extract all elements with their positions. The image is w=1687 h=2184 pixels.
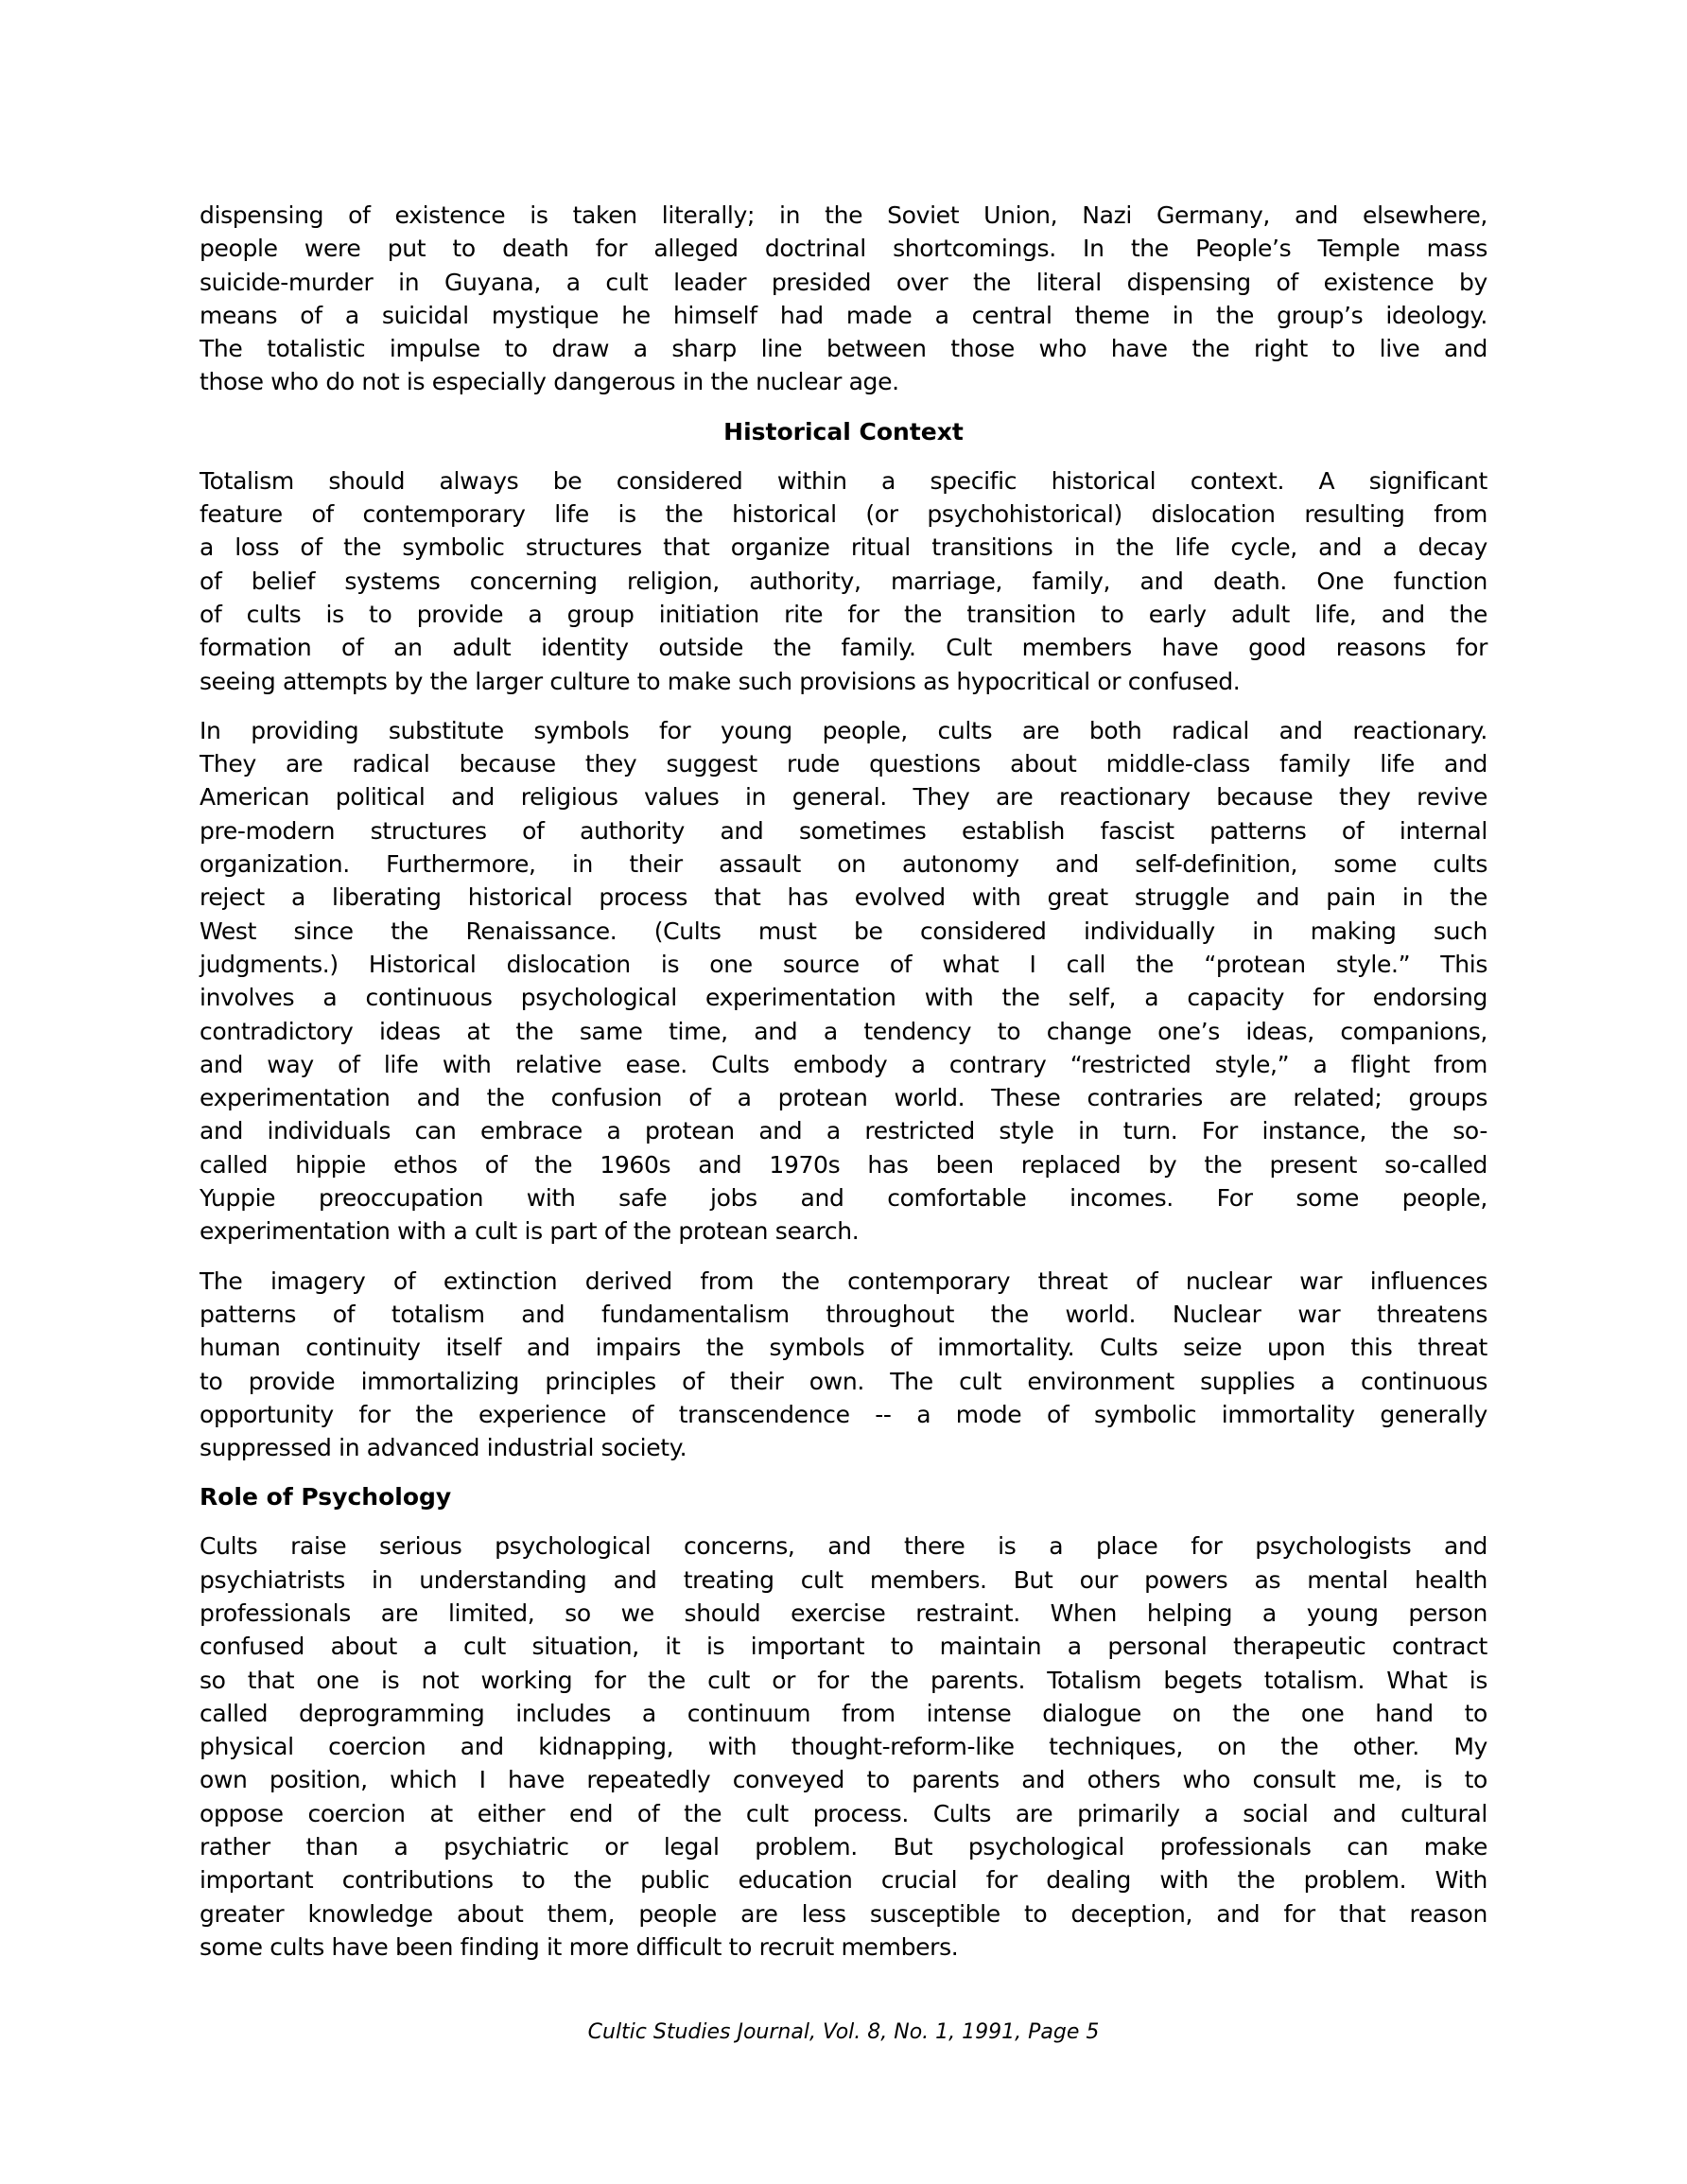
text-line: own position, which I have repeatedly conveyed to parents and others who consult me, is to — [200, 1766, 1487, 1794]
text-line: feature of contemporary life is the historical (or psychohistorical) dislocation resulting from — [200, 500, 1487, 529]
text-line: a loss of the symbolic structures that organize ritual transitions in the life cycle, and a decay — [200, 533, 1487, 562]
text-line: and individuals can embrace a protean and a restricted style in turn. For instance, the so- — [200, 1117, 1487, 1145]
text-line: involves a continuous psychological experimentation with the self, a capacity for endorsing — [200, 984, 1487, 1012]
text-line: contradictory ideas at the same time, and a tendency to change one’s ideas, companions, — [200, 1017, 1487, 1045]
text-line: people were put to death for alleged doctrinal shortcomings. In the People’s Temple mass — [200, 235, 1487, 263]
text-line: West since the Renaissance. (Cults must be considered individually in making such — [200, 917, 1487, 945]
text-line: professionals are limited, so we should exercise restraint. When helping a young person — [200, 1599, 1487, 1627]
text-line: They are radical because they suggest rude questions about middle-class family life and — [200, 750, 1487, 778]
text-line: suppressed in advanced industrial society. — [200, 1434, 687, 1462]
text-line: confused about a cult situation, it is important to maintain a personal therapeutic contract — [200, 1633, 1487, 1661]
text-line: oppose coercion at either end of the cult process. Cults are primarily a social and cultural — [200, 1799, 1487, 1827]
paragraph-historical-2 — [200, 714, 1487, 1249]
text-line: greater knowledge about them, people are less susceptible to deception, and for that reason — [200, 1899, 1487, 1928]
text-line: Cults raise serious psychological concerns, and there is a place for psychologists and — [200, 1532, 1487, 1561]
text-line: formation of an adult identity outside the family. Cult members have good reasons for — [200, 634, 1487, 662]
text-line: of cults is to provide a group initiation rite for the transition to early adult life, and the — [200, 600, 1487, 628]
paragraph-psychology-1 — [200, 1529, 1487, 1964]
text-line: some cults have been finding it more difficult to recruit members. — [200, 1932, 959, 1961]
paragraph-historical-3 — [200, 1265, 1487, 1465]
text-line: called hippie ethos of the 1960s and 1970s has been replaced by the present so-called — [200, 1150, 1487, 1179]
text-line: seeing attempts by the larger culture to make such provisions as hypocritical or confused. — [200, 667, 1241, 695]
text-line: experimentation with a cult is part of the protean search. — [200, 1217, 860, 1246]
text-line: physical coercion and kidnapping, with thought-reform-like techniques, on the other. My — [200, 1733, 1487, 1761]
text-line: American political and religious values in general. They are reactionary because they revive — [200, 783, 1487, 812]
text-line: of belief systems concerning religion, authority, marriage, family, and death. One function — [200, 567, 1487, 595]
text-line: important contributions to the public education crucial for dealing with the problem. With — [200, 1866, 1487, 1895]
text-line: dispensing of existence is taken literally; in the Soviet Union, Nazi Germany, and elsewhere, — [200, 201, 1487, 229]
text-line: organization. Furthermore, in their assault on autonomy and self-definition, some cults — [200, 850, 1487, 879]
text-line: The totalistic impulse to draw a sharp line between those who have the right to live and — [200, 335, 1487, 363]
text-line: reject a liberating historical process that has evolved with great struggle and pain in the — [200, 883, 1487, 912]
text-line: and way of life with relative ease. Cults embody a contrary “restricted style,” a flight from — [200, 1050, 1487, 1078]
text-line: pre-modern structures of authority and sometimes establish fascist patterns of internal — [200, 816, 1487, 845]
page-footer-citation: Cultic Studies Journal, Vol. 8, No. 1, 1991, Page 5 — [587, 2020, 1100, 2044]
text-line: those who do not is especially dangerous in the nuclear age. — [200, 368, 899, 396]
text-line: opportunity for the experience of transcendence -- a mode of symbolic immortality generally — [200, 1400, 1487, 1428]
text-line: to provide immortalizing principles of their own. The cult environment supplies a continuous — [200, 1367, 1487, 1395]
text-line: Totalism should always be considered within a specific historical context. A significant — [200, 466, 1487, 495]
text-line: judgments.) Historical dislocation is one source of what I call the “protean style.” This — [200, 950, 1487, 978]
text-line: experimentation and the confusion of a protean world. These contraries are related; groups — [200, 1084, 1487, 1112]
text-line: psychiatrists in understanding and treating cult members. But our powers as mental health — [200, 1565, 1487, 1594]
text-line: In providing substitute symbols for young people, cults are both radical and reactionary. — [200, 716, 1487, 744]
text-line: suicide-murder in Guyana, a cult leader presided over the literal dispensing of existence by — [200, 268, 1487, 296]
text-line: The imagery of extinction derived from the contemporary threat of nuclear war influences — [200, 1267, 1487, 1295]
paragraph-intro — [200, 199, 1487, 399]
document-page — [200, 199, 1487, 1980]
text-line: human continuity itself and impairs the symbols of immortality. Cults seize upon this threat — [200, 1334, 1487, 1362]
text-line: means of a suicidal mystique he himself had made a central theme in the group’s ideology. — [200, 301, 1487, 329]
text-line: patterns of totalism and fundamentalism throughout the world. Nuclear war threatens — [200, 1300, 1487, 1328]
section-heading-historical-context: Historical Context — [723, 417, 964, 446]
paragraph-historical-1 — [200, 464, 1487, 698]
text-line: so that one is not working for the cult or for the parents. Totalism begets totalism. What is — [200, 1666, 1487, 1694]
text-line: Yuppie preoccupation with safe jobs and comfortable incomes. For some people, — [200, 1184, 1487, 1213]
text-line: rather than a psychiatric or legal problem. But psychological professionals can make — [200, 1833, 1487, 1861]
section-heading-role-of-psychology: Role of Psychology — [200, 1483, 452, 1511]
text-line: called deprogramming includes a continuum from intense dialogue on the one hand to — [200, 1699, 1487, 1727]
